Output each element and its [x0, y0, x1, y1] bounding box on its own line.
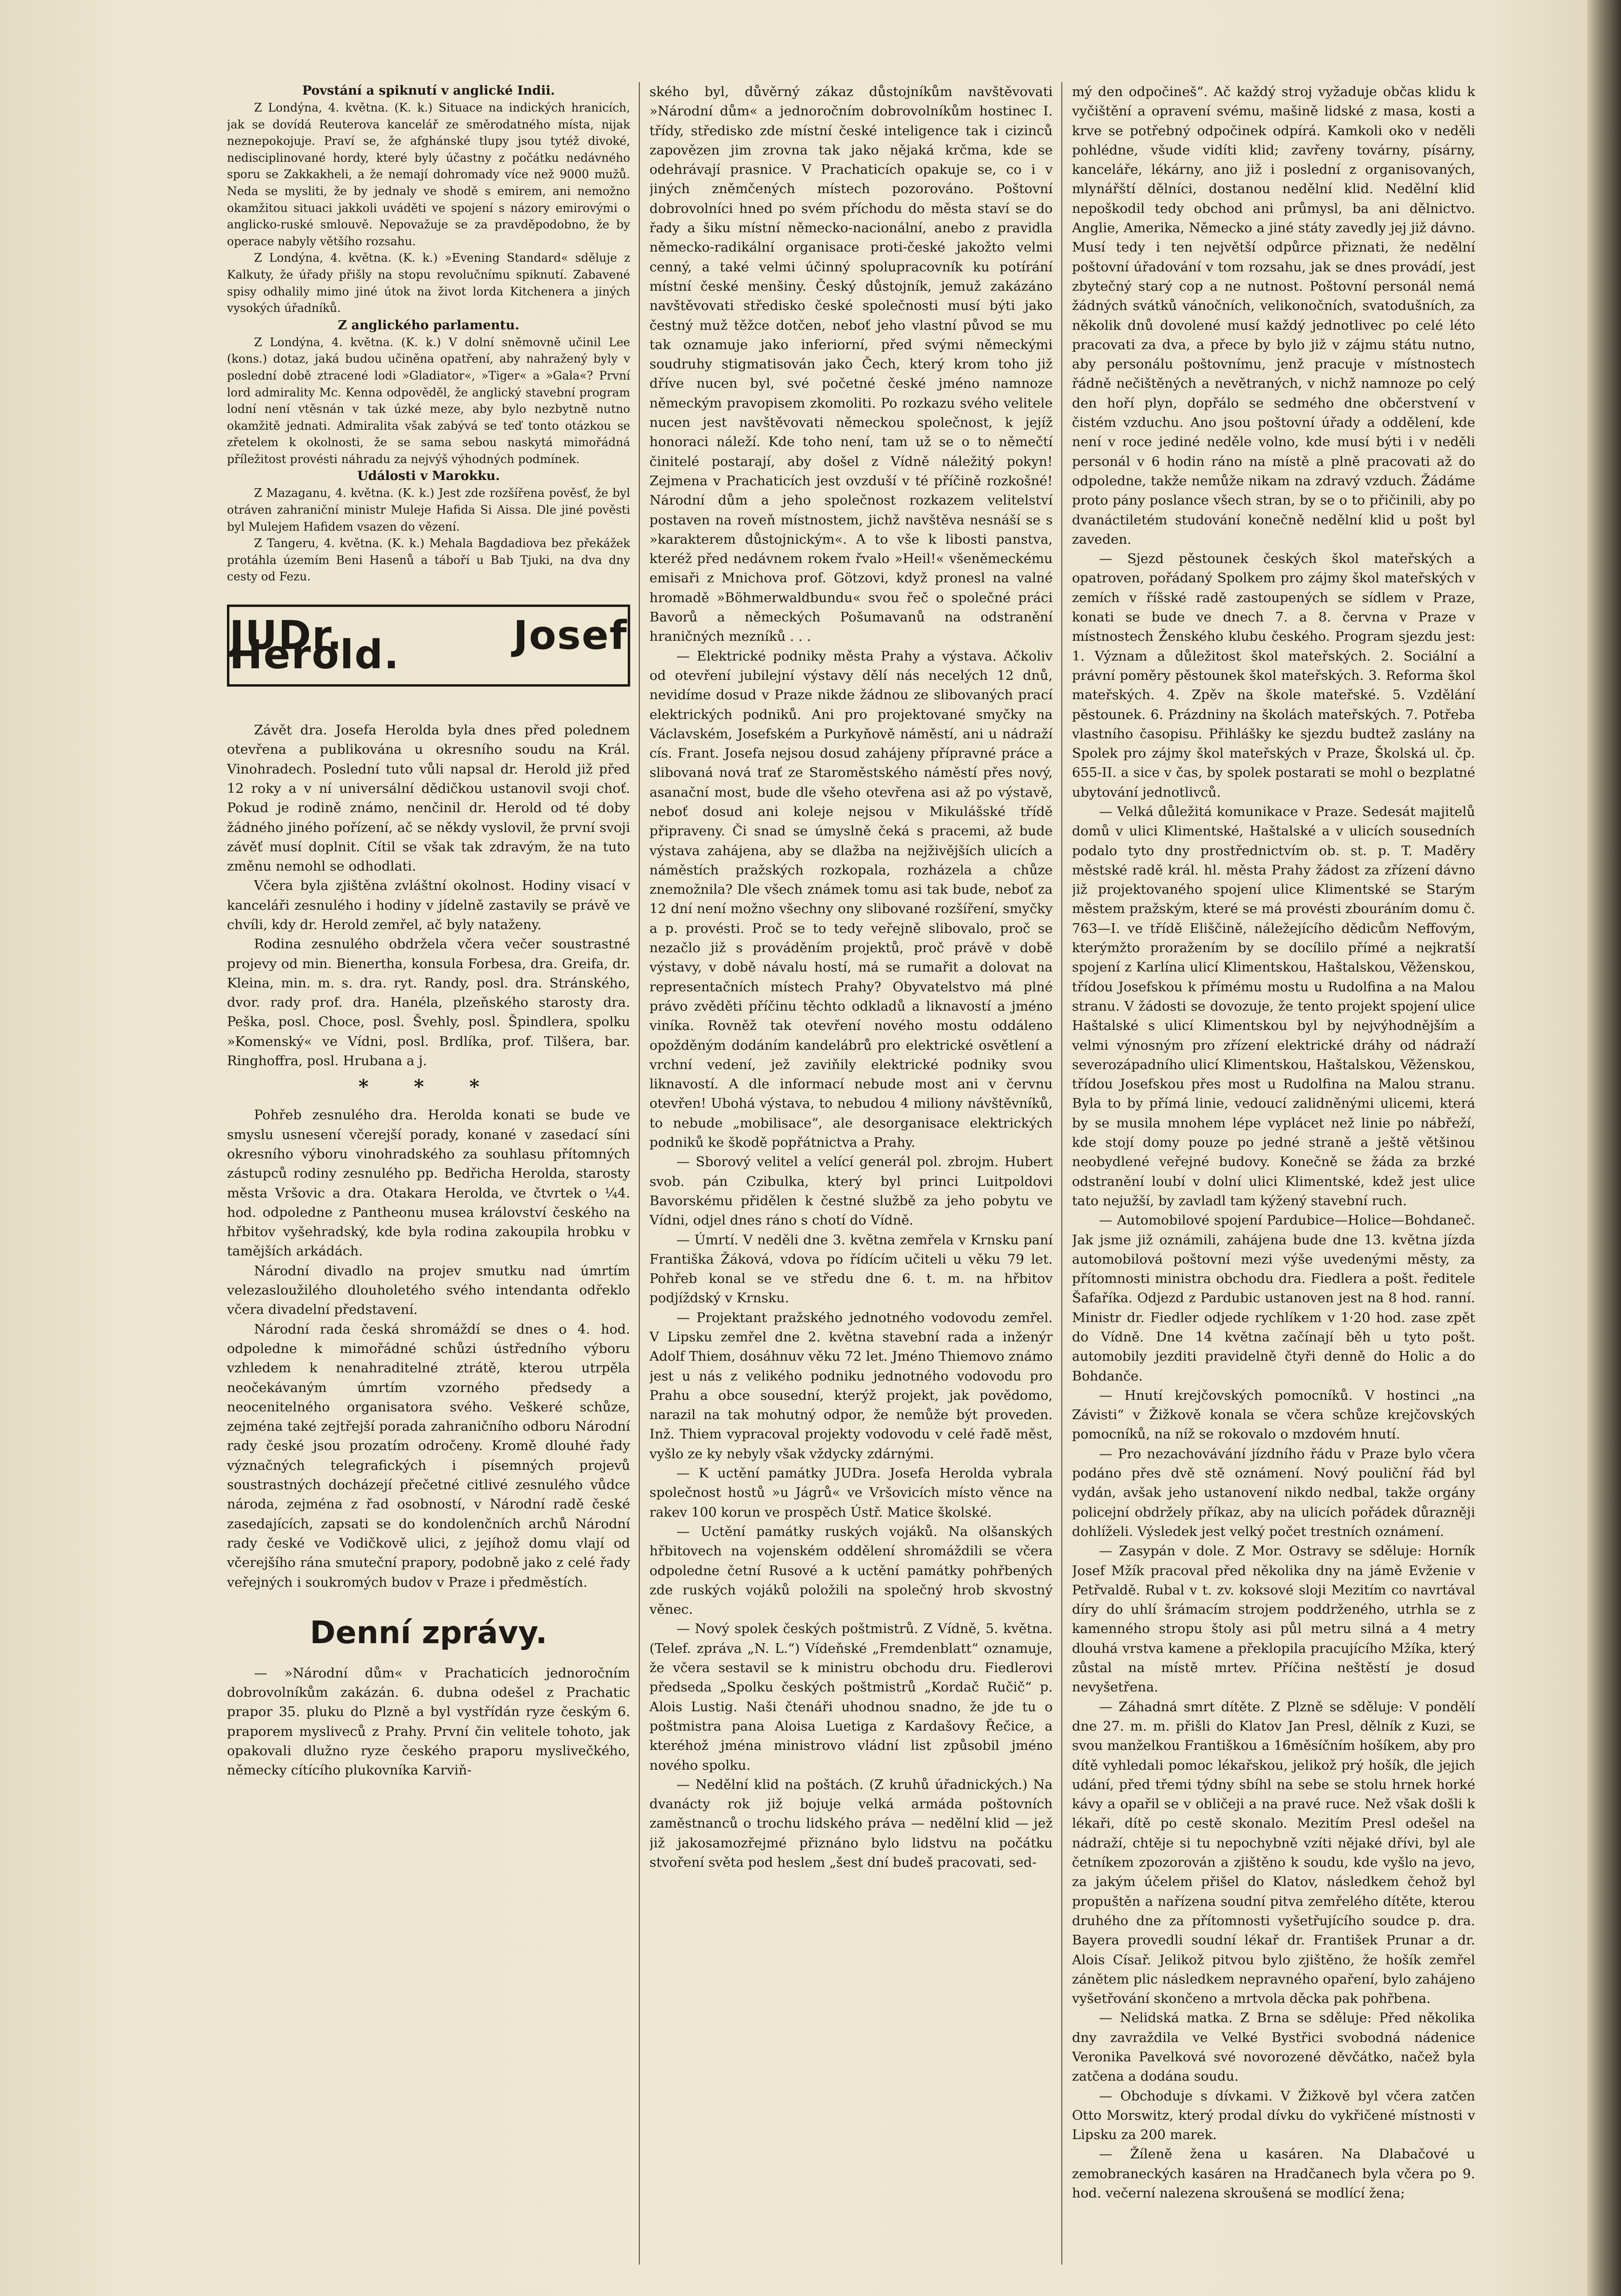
article-national-theatre: Národní divadlo na projev smutku nad úmrtím velezasloužilého dlouholetého svého intendanta odřeklo včera divadelní představení.: [227, 1263, 630, 1318]
article-postmasters: — Nový spolek českých poštmistrů. Z Vídně, 5. května. (Telef. zpráva „N. L.“) Vídeňské „Fremdenblatt“ oznamuje, že včera sestavil se k ministru obchodu dru. Fiedlerovi předseda „Spolku českých poštmistrů „Kordač Ručič“ p. Alois Lustig. Naši čtenáři uhodnou snadno, že jde tu o poštmistra pana Aloisa Luetiga z Kardašovy Řečice, a kteréhož jména ministrovo vládní list způsobil jméno nového spolku.: [649, 1621, 1053, 1773]
article-thiem: — Projektant pražského jednotného vodovodu zemřel. V Lipsku zemřel dne 2. května stavební rada a inženýr Adolf Thiem, dosáhnuv věku 72 let. Jméno Thiemovo známo jest u nás z velikého podniku jednotného vodovodu pro Prahu a obce sousední, kterýž projekt, jak povědomo, narazil na tak mohutný odpor, že nemůže být proveden. Inž. Thiem vypracoval projekty vodovodu v celé řadě měst, vyšlo ze ky nebyly však vždycky zdárnými.: [649, 1310, 1053, 1462]
article-mine-accident: — Zasypán v dole. Z Mor. Ostravy se sděluje: Horník Josef Mžík pracoval před několika dny na jámě Evženie v Petřvaldě. Rubal v t. zv. koksové sloji Mezitím co navrtával díry do uhlí šrámacím strojem poddrženého, utrhla se z kamenného stropu štoly asi půl metru silná a 4 metry dlouhá vrstva kamene a překlopila pracujícího Mžíka, který zůstal na místě mrtev. Příčina neštěstí je dosud nevyšetřena.: [1072, 1543, 1475, 1695]
article-herold-condolences: Rodina zesnulého obdržela včera večer soustrastné projevy od min. Bienertha, konsula Forbesa, dra. Greifa, dr. Kleina, min. m. s. dra. ryt. Randy, posl. dra. Stránského, dvor. rady prof. dra. Hanéla, plzeňského starosty dra. Peška, posl. Choce, posl. Švehly, posl. Špindlera, spolku »Komenský« ve Vídni, posl. Brdlíka, prof. Tilšera, bar. Ringhoffra, posl. Hrubana a j.: [227, 936, 630, 1069]
section-separator-stars: * * *: [358, 1075, 499, 1099]
article-herold-will: Závět dra. Josefa Herolda byla dnes před polednem otevřena a publikována u okresního soudu na Král. Vinohradech. Poslední tuto vůli napsal dr. Herold již před 12 roky a v ní universální dědičkou ustanovil svoji choť. Pokud je rodině známo, nenčinil dr. Herold od té doby žádného jiného pořízení, ač se někdy vyslovil, že první svoji závěť musí doplnit. Cítil se však tak zdravým, že na tuto změnu nemohl se odhodlati.: [227, 722, 630, 874]
column-rule: [639, 82, 640, 2265]
article-india-2: Z Londýna, 4. května. (K. k.) »Evening Standard« sděluje z Kalkuty, že úřady přišly na stopu revolučnímu spiknutí. Zabavené spisy odhalily mimo jiné útok na život lorda Kitchenera a jiných vysokých úřadníků.: [227, 251, 630, 315]
article-herold-funeral: Pohřeb zesnulého dra. Herolda konati se bude ve smyslu usnesení včerejší porady, konané v zasedací síni okresního výboru vinohradského za souhlasu přítomných zástupců rodiny zesnulého pp. Bedřicha Herolda, starosty města Vršovic a dra. Otakara Herolda, ve čtvrtek o ¼4. hod. odpoledne z Pantheonu musea království českého na hřbitov vyšehradský, kde byla rodina zakoupila hrobku v tamějších arkádách.: [227, 1107, 630, 1259]
article-electric-works: — Elektrické podniky města Prahy a výstava. Ačkoliv od otevření jubilejní výstavy dělí nás necelých 12 dnů, nevidíme dosud v Praze nikde žádnou ze slibovaných prací elektrických podniků. Ani pro projektované smyčky na Václavském, Josefském a Purkyňově náměstí, ani u nádraží cís. Frant. Josefa nejsou dosud zahájeny přípravné práce a slibovaná nová trať ze Staroměstského náměstí přes nový, asanační most, bude dle všeho otevřena asi až po výstavě, neboť dosud ani koleje nejsou v Mikulášské třídě připraveny. Či snad se úmyslně čeká s pracemi, až bude výstava zahájena, aby se dlažba na nejživějších ulicích a náměstích pražských rozkopala, rozházela a chůze znemožnila? Dle všech známek tomu asi tak bude, neboť za 12 dní není možno všechny ony slibované rozšíření, smyčky a p. provésti. Proč se to tedy veřejně slibovalo, proč se nezačlo již s prováděním projektů, proč právě v době výstavy, v době návalu hostí, má se rumařit a dolovat na representačních místech Prahy? Obyvatelstvo má plné právo zvěděti příčinu těchto odkladů a liknavostí a jméno viníka. Rovněž tak otevření nového mostu oddáleno opožděným dodáním kandelábrů pro elektrické osvětlení a vrchní vedení, jež zaviňily elektrické podniky svou liknavostí. A dle informací nebude most ani v červnu otevřen! Ubohá výstava, to nebudou 4 miliony návštěvníků, to nebude „mobilisace“, ale desorganisace elektrických podniků ke škodě popřátnictva a Prahy.: [649, 648, 1053, 1151]
article-herold-memorial: — K uctění památky JUDra. Josefa Herolda vybrala společnost hostů »u Jágrů« ve Vršovicích místo věnce na rakev 100 korun ve prospěch Ústř. Matice školské.: [649, 1465, 1053, 1520]
page-binding-shadow: [1587, 0, 1621, 2296]
article-prachatice-cont: ského byl, důvěrný zákaz důstojníkům navštěvovati »Národní dům« a jednoročním dobrovolníkům hostinec I. třídy, středisko zde místní české inteligence tak i cizinců zapovězen jim zrovna tak jako nějaká krčma, kde se odehrávají prasnice. V Prachaticích opakuje se, co i v jiných zněmčených místech pozorováno. Poštovní dobrovolníci hned po svém příchodu do města staví se do řady a šiku místní německo-nacionální, anebo z pravidla německo-radikální organisace proti-české jakožto velmi cenný, a také velmi účinný spolupracovník ku potírání místní české menšiny. Český důstojník, jemuž zakázáno navštěvovati středisko české společnosti musí býti jako čestný muž těžce dotčen, neboť jeho vlastní původ se mu tak oznamuje jako inferiorní, před svými německými soudruhy stigmatisován jako Čech, který krom toho již dříve nucen byl, své početné české jméno namnoze německým pravopisem zkomoliti. Po rozkazu svého velitele nucen jest navštěvovati německou společnost, k jejíž honoraci náleží. Kde toho není, tam už se o to němečtí činitelé postarají, aby došel z Vídně náležitý pokyn! Zejmena v Prachaticích jest ovzduší v té příčině rozkošné! Národní dům a jeho společnost rozkazem velitelství postaven na roveň místnostem, jichž navštěva nesnáší se s »karakterem důstojnickým«. A to vše k libosti panstva, kteréž před nedávnem rokem řvalo »Heil!« všeněmeckému emisaři z Mnichova prof. Götzovi, když pronesl na valné hromadě »Böhmerwaldbundu« svou řeč o společné práci Bavorů a německých Pošumavanů na odstranění hraničných mezníků . . .: [649, 84, 1053, 645]
article-mother: — Nelidská matka. Z Brna se sděluje: Před několika dny zavraždila ve Velké Bystřici svobodná nádenice Veronika Pavelková své novorozené děvčátko, načež byla zatčena a dodána soudu.: [1072, 2010, 1475, 2085]
article-child-death: — Záhadná smrt dítěte. Z Plzně se sděluje: V pondělí dne 27. m. m. přišli do Klatov Jan Presl, dělník z Kuzi, se svou manželkou Františkou a 16měsíčním hošíkem, aby pro dítě vyhledali pomoc lékařskou, jelikož prý hošík, dle jejich udání, před třemi týdny sbíhl na sebe se stolu hrnek horké kávy a opařil se v obličeji a na pravé ruce. Než však došli k lékaři, dítě po cestě skonalo. Mezitím Presl odešel na nádraží, chtěje si tu nepochybně vzíti nějaké dřívi, byl ale četníkem zpozorován a zjištěno k soudu, kde vyšlo na jevo, za jakým účelem přišel do Klatov, následkem čehož byl propuštěn a nařízena soudní pitva zemřelého dítěte, kterou druhého dne za přítomnosti vyšetřujícího soudce p. dra. Bayera provedli soudní lékař dr. František Prunar a dr. Alois Císař. Jelikož pitvou bylo zjištěno, že hošík zemřel zánětem plic následkem nepravného opaření, bylo zahájeno vyšetřování skončeno a mrtvola děcka pak pohřbena.: [1072, 1699, 1475, 2007]
obituary-title-box: JUDr. Josef Herold.: [227, 605, 630, 687]
article-india-1: Z Londýna, 4. května. (K. k.) Situace na indických hranicích, jak se dovídá Reuterova kancelář ze směrodatného místa, nijak neznepokojuje. Praví se, že afghánské tlupy jsou tytéž divoké, nedisciplinované hordy, které byly účastny z počátku nedávného sporu se Zakkakheli, a že nemají dohromady více než 9000 mužů. Neda se mysliti, že by jednaly ve shodě s emirem, ani nemožno okamžitou situaci jakkoli uváděti ve spojení s názory emirovými o anglicko-ruské smlouvě. Nepovažuje se za pravděpodobno, že by operace nabyly většího rozsahu.: [227, 101, 630, 248]
article-herold-clocks: Včera byla zjištěna zvláštní okolnost. Hodiny visací v kanceláři zesnulého i hodiny v jídelně zastavily se právě ve chvíli, kdy dr. Herold zemřel, ač byly nataženy.: [227, 878, 630, 932]
article-automobile: — Automobilové spojení Pardubice—Holice—Bohdaneč. Jak jsme již oznámili, zahájena bude dne 13. května jízda automobilová poštovní mezi výše uvedenými městy, za přítomnosti ministra obchodu dra. Fiedlera a pošt. ředitele Šafaříka. Odjezd z Pardubic ustanoven jest na 8 hod. ranní. Ministr dr. Fiedler odjede rychlíkem v 1·20 hod. zase zpět do Vídně. Dne 14 května začínají běh u tyto pošt. automobily jezditi pravidelně čtyři denně do Holic a do Bohdanče.: [1072, 1212, 1475, 1384]
article-sunday-rest-cont: mý den odpočineš“. Ač každý stroj vyžaduje občas klidu k vyčištění a opravení svému, mašině lidské z masa, kosti a krve se potřebný odpočinek odpírá. Kamkoli oko v neděli pohlédne, všude vidíti klid; zavřeny továrny, písárny, kanceláře, lékárny, ano již i poslední z organisovaných, mlynářští dělníci, dostanou nedělní klid. Nedělní klid nepoškodil tedy obchod ani průmysl, ba ani dělnictvo. Anglie, Amerika, Německo a jiné státy zavedly jej již dávno. Musí tedy i ten největší odpůrce přiznati, že nedělní poštovní úřadování v tom rozsahu, jak se dnes provádí, jest zbytečný starý cop a ne nutnost. Poštovní personál nemá žádných svátků vánočních, velikonočních, svatodušních, za několik dnů dovolené musí každý jednotlivec po celé léto pracovati za dva, a přece by bylo již v zájmu státu nutno, aby personálu poštovnímu, jenž pracuje v místnostech řádně nečištěných a nevětraných, v nichž namnoze po celý den hoří plyn, dopřálo se sedmého dne občerstvení v čistém vzduchu. Ano jsou poštovní úřady a oddělení, kde není v roce jediné neděle volno, kde musí býti i v neděli personál v 6 hodin ráno na místě a plně pracovati až do odpoledne, takže nemůže nikam na zdravý vzduch. Žádáme proto pány poslance všech stran, by se o to přičinili, aby po dvanáctiletém studování konečně nedělní klid u pošt byl zaveden.: [1072, 84, 1475, 547]
article-death-krnsko: — Úmrtí. V neděli dne 3. května zemřela v Krnsku paní Františka Žáková, vdova po řídícím učiteli u věku 79 let. Pohřeb konal se ve středu dne 6. t. m. na hřbitov podjíždský v Krnsku.: [649, 1232, 1053, 1306]
article-national-council: Národní rada česká shromáždí se dnes o 4. hod. odpoledne k mimořádné schůzi ústředního výboru vzhledem k nenahraditelné ztrátě, kterou utrpěla neočekávaným úmrtím vzorného předsedy a neocenitelného organisatora svého. Veškeré schůze, zejména také zejtřejší porada zahraničního odboru Národní rady české jsou prozatím odročeny. Kromě dlouhé řady význačných telegrafických i písemných projevů soustrastných docházejí přečetné citlivé zesnulého vůdce národa, zejména z řad osobností, v Národní radě české zasedajících, zapsati se do kondolenčních archů Národní rady české ve Vodičkově ulici, z jejíhož domu vlají od včerejšího rána smuteční prapory, podobně jako z celé řady veřejných i soukromých budov v Praze i předměstích.: [227, 1321, 630, 1590]
article-woman-barracks: — Žíleně žena u kasáren. Na Dlabačové u zemobraneckých kasáren na Hradčanech byla včera po 9. hod. večerní nalezena skroušená se modlící žena;: [1072, 2146, 1475, 2201]
headline-morocco: Události v Marokku.: [357, 469, 500, 484]
article-parliament: Z Londýna, 4. května. (K. k.) V dolní sněmovně učinil Lee (kons.) dotaz, jaká budou učiněna opatření, aby nahražený byly v poslední době ztracené lodi »Gladiator«, »Tiger« a »Gala«? První lord admirality Mc. Kenna odpověděl, že anglický stavební program lodní není vtěsnán v tak úzké meze, aby bylo nezbytně nutno okamžitě jednati. Admiralita však zabývá se teď tonto otázkou se zřetelem k okolnosti, že se sama sebou naskytá mimořádná příležitost provésti náhradu za nejvýš výhodných podmínek.: [227, 335, 630, 466]
column-3: [1072, 82, 1475, 2274]
article-traffic-rules: — Pro nezachovávání jízdního řádu v Praze bylo včera podáno přes dvě stě oznámení. Nový pouliční řád byl vydán, avšak jeho ustanovení nikdo nedbal, takže orgány policejní obdržely příkaz, aby na ulicích pořádek důrazněji dohlíželi. Výsledek jest velký počet trestních oznámení.: [1072, 1446, 1475, 1539]
column-rule: [1061, 82, 1062, 2265]
column-2: [649, 82, 1053, 2274]
column-1: [227, 82, 630, 2274]
headline-india: Povstání a spiknutí v anglické Indii.: [302, 84, 555, 98]
article-tailors: — Hnutí krejčovských pomocníků. V hostinci „na Závisti“ v Žižkově konala se včera schůze krejčovských pomocníků, na níž se rokovalo o mzdovém hnutí.: [1072, 1387, 1475, 1442]
section-title-daily-news: Denní zprávy.: [310, 1615, 548, 1651]
article-morocco-1: Z Mazaganu, 4. května. (K. k.) Jest zde rozšířena pověsť, že byl otráven zahraniční ministr Muleje Hafida Si Aissa. Dle jiné pověsti byl Mulejem Hafidem vsazen do vězení.: [227, 486, 630, 534]
article-kindergarten-congress: — Sjezd pěstounek českých škol mateřských a opatroven, pořádaný Spolkem pro zájmy škol mateřských v zemích v říšské radě zastoupených se sídlem v Praze, konati se bude ve dnech 7. a 8. června v Praze v místnostech Ženského klubu českého. Program sjezdu jest: 1. Význam a důležitost škol mateřských. 2. Sociální a právní poměry pěstounek škol mateřských. 3. Reforma škol mateřských. 4. Zpěv na škole mateřské. 5. Vzdělání pěstounek. 6. Prázdniny na školách mateřských. 7. Potřeba vlastního časopisu. Přihlášky ke sjezdu budtež zaslány na Spolek pro zájmy škol mateřských v Praze, Školská ul. čp. 655-II. a sice v čas, by spolek postarati se mohl o bezplatné ubytování jednotlivců.: [1072, 551, 1475, 800]
article-czibulka: — Sborový velitel a velící generál pol. zbrojm. Hubert svob. pán Czibulka, který byl princi Luitpoldovi Bavorskému přidělen k čestné službě za jeho pobytu ve Vídni, odjel dnes ráno s chotí do Vídně.: [649, 1154, 1053, 1228]
headline-parliament: Z anglického parlamentu.: [338, 318, 520, 333]
article-trafficking: — Obchoduje s dívkami. V Žižkově byl včera zatčen Otto Morswitz, který prodal dívku do vykřičené místnosti v Lipsku za 200 marek.: [1072, 2088, 1475, 2143]
article-communication: — Velká důležitá komunikace v Praze. Sedesát majitelů domů v ulici Klimentské, Haštalské a v ulicích sousedních podalo tyto dny prostřednictvím ob. st. p. T. Maděry městské radě král. hl. města Prahy žádost za zřízení dávno již projektovaného spojení ulice Klimentské se Starým městem pražským, které se má provésti zbouráním domu č. 763—I. ve třídě Eliščině, náležejícího dědicům Neffovým, kterýmžto proražením by se docílilo přímé a nejkratší spojení z Karlína ulicí Klimentskou, Haštalskou, Věženskou, třídou Josefskou k přímému mostu u Rudolfina a na Malou stranu. V žádosti se dovozuje, že tento projekt spojení ulice Haštalské s ulicí Klimentskou byl by nejvýhodnějším a velmi výnosným pro zřízení elektrické dráhy od nádraží severozápadního ulicí Klimentskou, Haštalskou, Věženskou, třídou Josefskou přes most u Rudolfina na Malou stranu. Byla to by přímá linie, vedoucí zalidněnými ulicemi, která by se musila mnohem lépe vyplácet než linie po nábřeží, kde stojí domy pouze po jedné straně a ještě většinou neobydlené veřejné budovy. Konečně se žáda za brzké odstranění loubí v dolní ulici Klimentské, kdež jest ulice tato nejužší, by zavladl tam kýžený stavební ruch.: [1072, 803, 1475, 1209]
article-sunday-rest: — Nedělní klid na poštách. (Z kruhů úřadnických.) Na dvanácty rok již bojuje velká armáda poštovních zaměstnanců o trochu lidského práva — nedělní klid — jež již jakosamozřejmé přiznáno bylo lidstvu na počátku stvoření světa pod heslem „šest dní budeš pracovati, sed-: [649, 1776, 1053, 1871]
article-russian-soldiers: — Uctění památky ruských vojáků. Na olšanských hřbitovech na vojenském oddělení shromáždili se včera odpoledne četní Rusové a k uctění památky pohřbených zde ruských vojáků položili na společný hrob skvostný věnec.: [649, 1523, 1053, 1618]
article-prachatice: — »Národní dům« v Prachaticích jednoročním dobrovolníkům zakázán. 6. dubna odešel z Prachatic prapor 35. pluku do Plzně a byl vystřídán ryze českým 6. praporem mysliveců z Prahy. První čin velitele tohoto, jak opakovali dlužno ryze českého praporu myslivečkého, německy cítícího plukovníka Karviň-: [227, 1665, 630, 1778]
article-morocco-2: Z Tangeru, 4. května. (K. k.) Mehala Bagdadiova bez překážek protáhla územím Beni Hasenů a táboří u Bab Tjuki, na dva dny cesty od Fezu.: [227, 536, 630, 584]
